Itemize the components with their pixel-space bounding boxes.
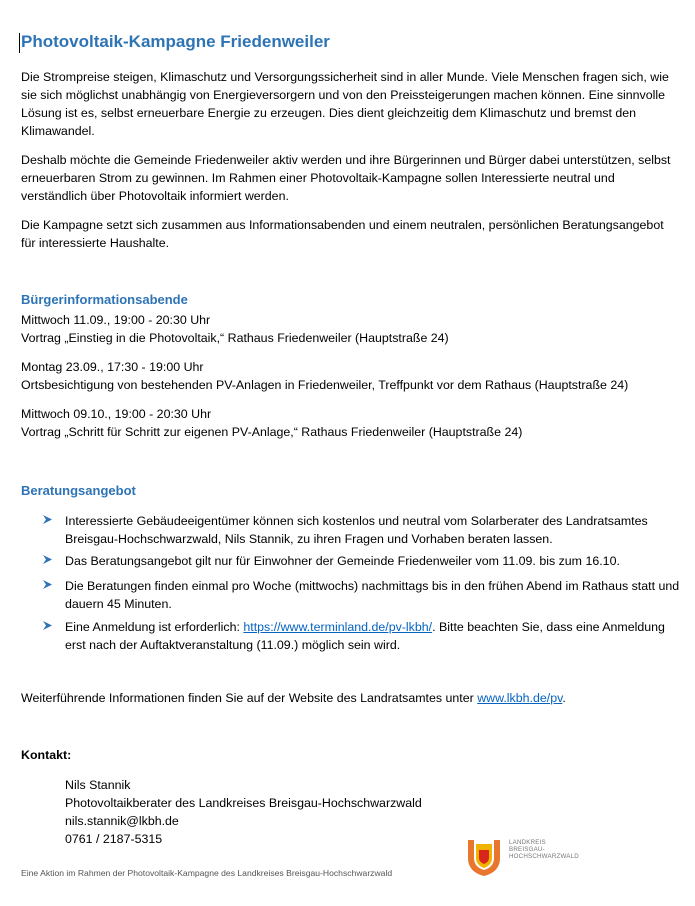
intro-paragraph-1: Die Strompreise steigen, Klimaschutz und Versorgungssicherheit sind in aller Munde. Viele Menschen fragen sich, wie sie sich möglichst unabhängig von Energieversorgern und von den Preissteigerungen machen können. Eine sinnvolle Lösung ist es, selbst erneuerbare Energie zu erzeugen. Dies dient gleichzeitig dem Klimaschutz und bremst den Klimawandel. bbox=[21, 70, 669, 138]
advice-text: Die Beratungen finden einmal pro Woche (mittwochs) nachmittags bis in den frühen Abend im Rathaus statt und dauern 45 Minuten. bbox=[65, 579, 680, 611]
page-title: Photovoltaik-Kampagne Friedenweiler bbox=[21, 32, 330, 51]
footer-note: Eine Aktion im Rahmen der Photovoltaik-Kampagne des Landkreises Breisgau-Hochschwarzwald bbox=[21, 868, 393, 878]
coat-of-arms-icon bbox=[462, 836, 506, 880]
event-description: Ortsbesichtigung von bestehenden PV-Anlagen in Friedenweiler, Treffpunkt vor dem Rathaus (Hauptstraße 24) bbox=[21, 378, 629, 392]
advice-text-prefix: Eine Anmeldung ist erforderlich: bbox=[65, 620, 244, 634]
advice-heading: Beratungsangebot bbox=[21, 483, 136, 498]
contact-phone: 0761 / 2187-5315 bbox=[65, 832, 163, 846]
more-info-suffix: . bbox=[562, 691, 566, 705]
registration-link[interactable]: https://www.terminland.de/pv-lkbh/ bbox=[243, 620, 433, 634]
event-date: Mittwoch 11.09., 19:00 - 20:30 Uhr bbox=[21, 313, 211, 327]
event-description: Vortrag „Schritt für Schritt zur eigenen PV-Anlage,“ Rathaus Friedenweiler (Hauptstraße 24) bbox=[21, 425, 523, 439]
advice-text: Interessierte Gebäudeeigentümer können sich kostenlos und neutral vom Solarberater des Landratsamtes Breisgau-Hochschwarzwald, Nils Stannik, zu ihren Fragen und Vorhaben beraten lassen. bbox=[65, 514, 648, 546]
more-info-text bbox=[21, 689, 566, 707]
events-heading: Bürgerinformationsabende bbox=[21, 292, 188, 307]
intro-paragraph-3: Die Kampagne setzt sich zusammen aus Informationsabenden und einem neutralen, persönlichen Beratungsangebot für interessierte Haushalte. bbox=[21, 218, 664, 250]
logo-line: BREISGAU- bbox=[509, 846, 545, 853]
arrow-bullet-icon bbox=[42, 620, 53, 631]
text-cursor bbox=[19, 33, 20, 53]
event-description: Vortrag „Einstieg in die Photovoltaik,“ Rathaus Friedenweiler (Hauptstraße 24) bbox=[21, 331, 449, 345]
arrow-bullet-icon bbox=[42, 579, 53, 590]
intro-paragraph-2: Deshalb möchte die Gemeinde Friedenweiler aktiv werden und ihre Bürgerinnen und Bürger dabei unterstützen, selbst erneuerbaren Strom zu gewinnen. Im Rahmen einer Photovoltaik-Kampagne sollen Interessierte neutral und verständlich über Photovoltaik informiert werden. bbox=[21, 153, 671, 203]
logo-line: LANDKREIS bbox=[509, 839, 546, 846]
advice-text: Das Beratungsangebot gilt nur für Einwohner der Gemeinde Friedenweiler vom 11.09. bis zum 16.10. bbox=[65, 554, 620, 568]
contact-heading: Kontakt: bbox=[21, 748, 72, 762]
contact-name: Nils Stannik bbox=[65, 778, 131, 792]
event-date: Mittwoch 09.10., 19:00 - 20:30 Uhr bbox=[21, 407, 212, 421]
advice-text bbox=[65, 618, 685, 654]
logo-line: HOCHSCHWARZWALD bbox=[509, 853, 579, 860]
arrow-bullet-icon bbox=[42, 514, 53, 525]
more-info-prefix: Weiterführende Informationen finden Sie auf der Website des Landratsamtes unter bbox=[21, 691, 478, 705]
logo-text bbox=[509, 839, 579, 860]
website-link[interactable]: www.lkbh.de/pv bbox=[477, 691, 563, 705]
arrow-bullet-icon bbox=[42, 554, 53, 565]
contact-role: Photovoltaikberater des Landkreises Breisgau-Hochschwarzwald bbox=[65, 796, 422, 810]
contact-email: nils.stannik@lkbh.de bbox=[65, 814, 179, 828]
district-logo bbox=[462, 832, 592, 882]
event-date: Montag 23.09., 17:30 - 19:00 Uhr bbox=[21, 360, 204, 374]
advice-text-suffix: . Bitte beachten Sie, dass eine Anmeldung erst nach der Auftaktveranstaltung (11.09.) möglich sein wird. bbox=[65, 620, 665, 652]
